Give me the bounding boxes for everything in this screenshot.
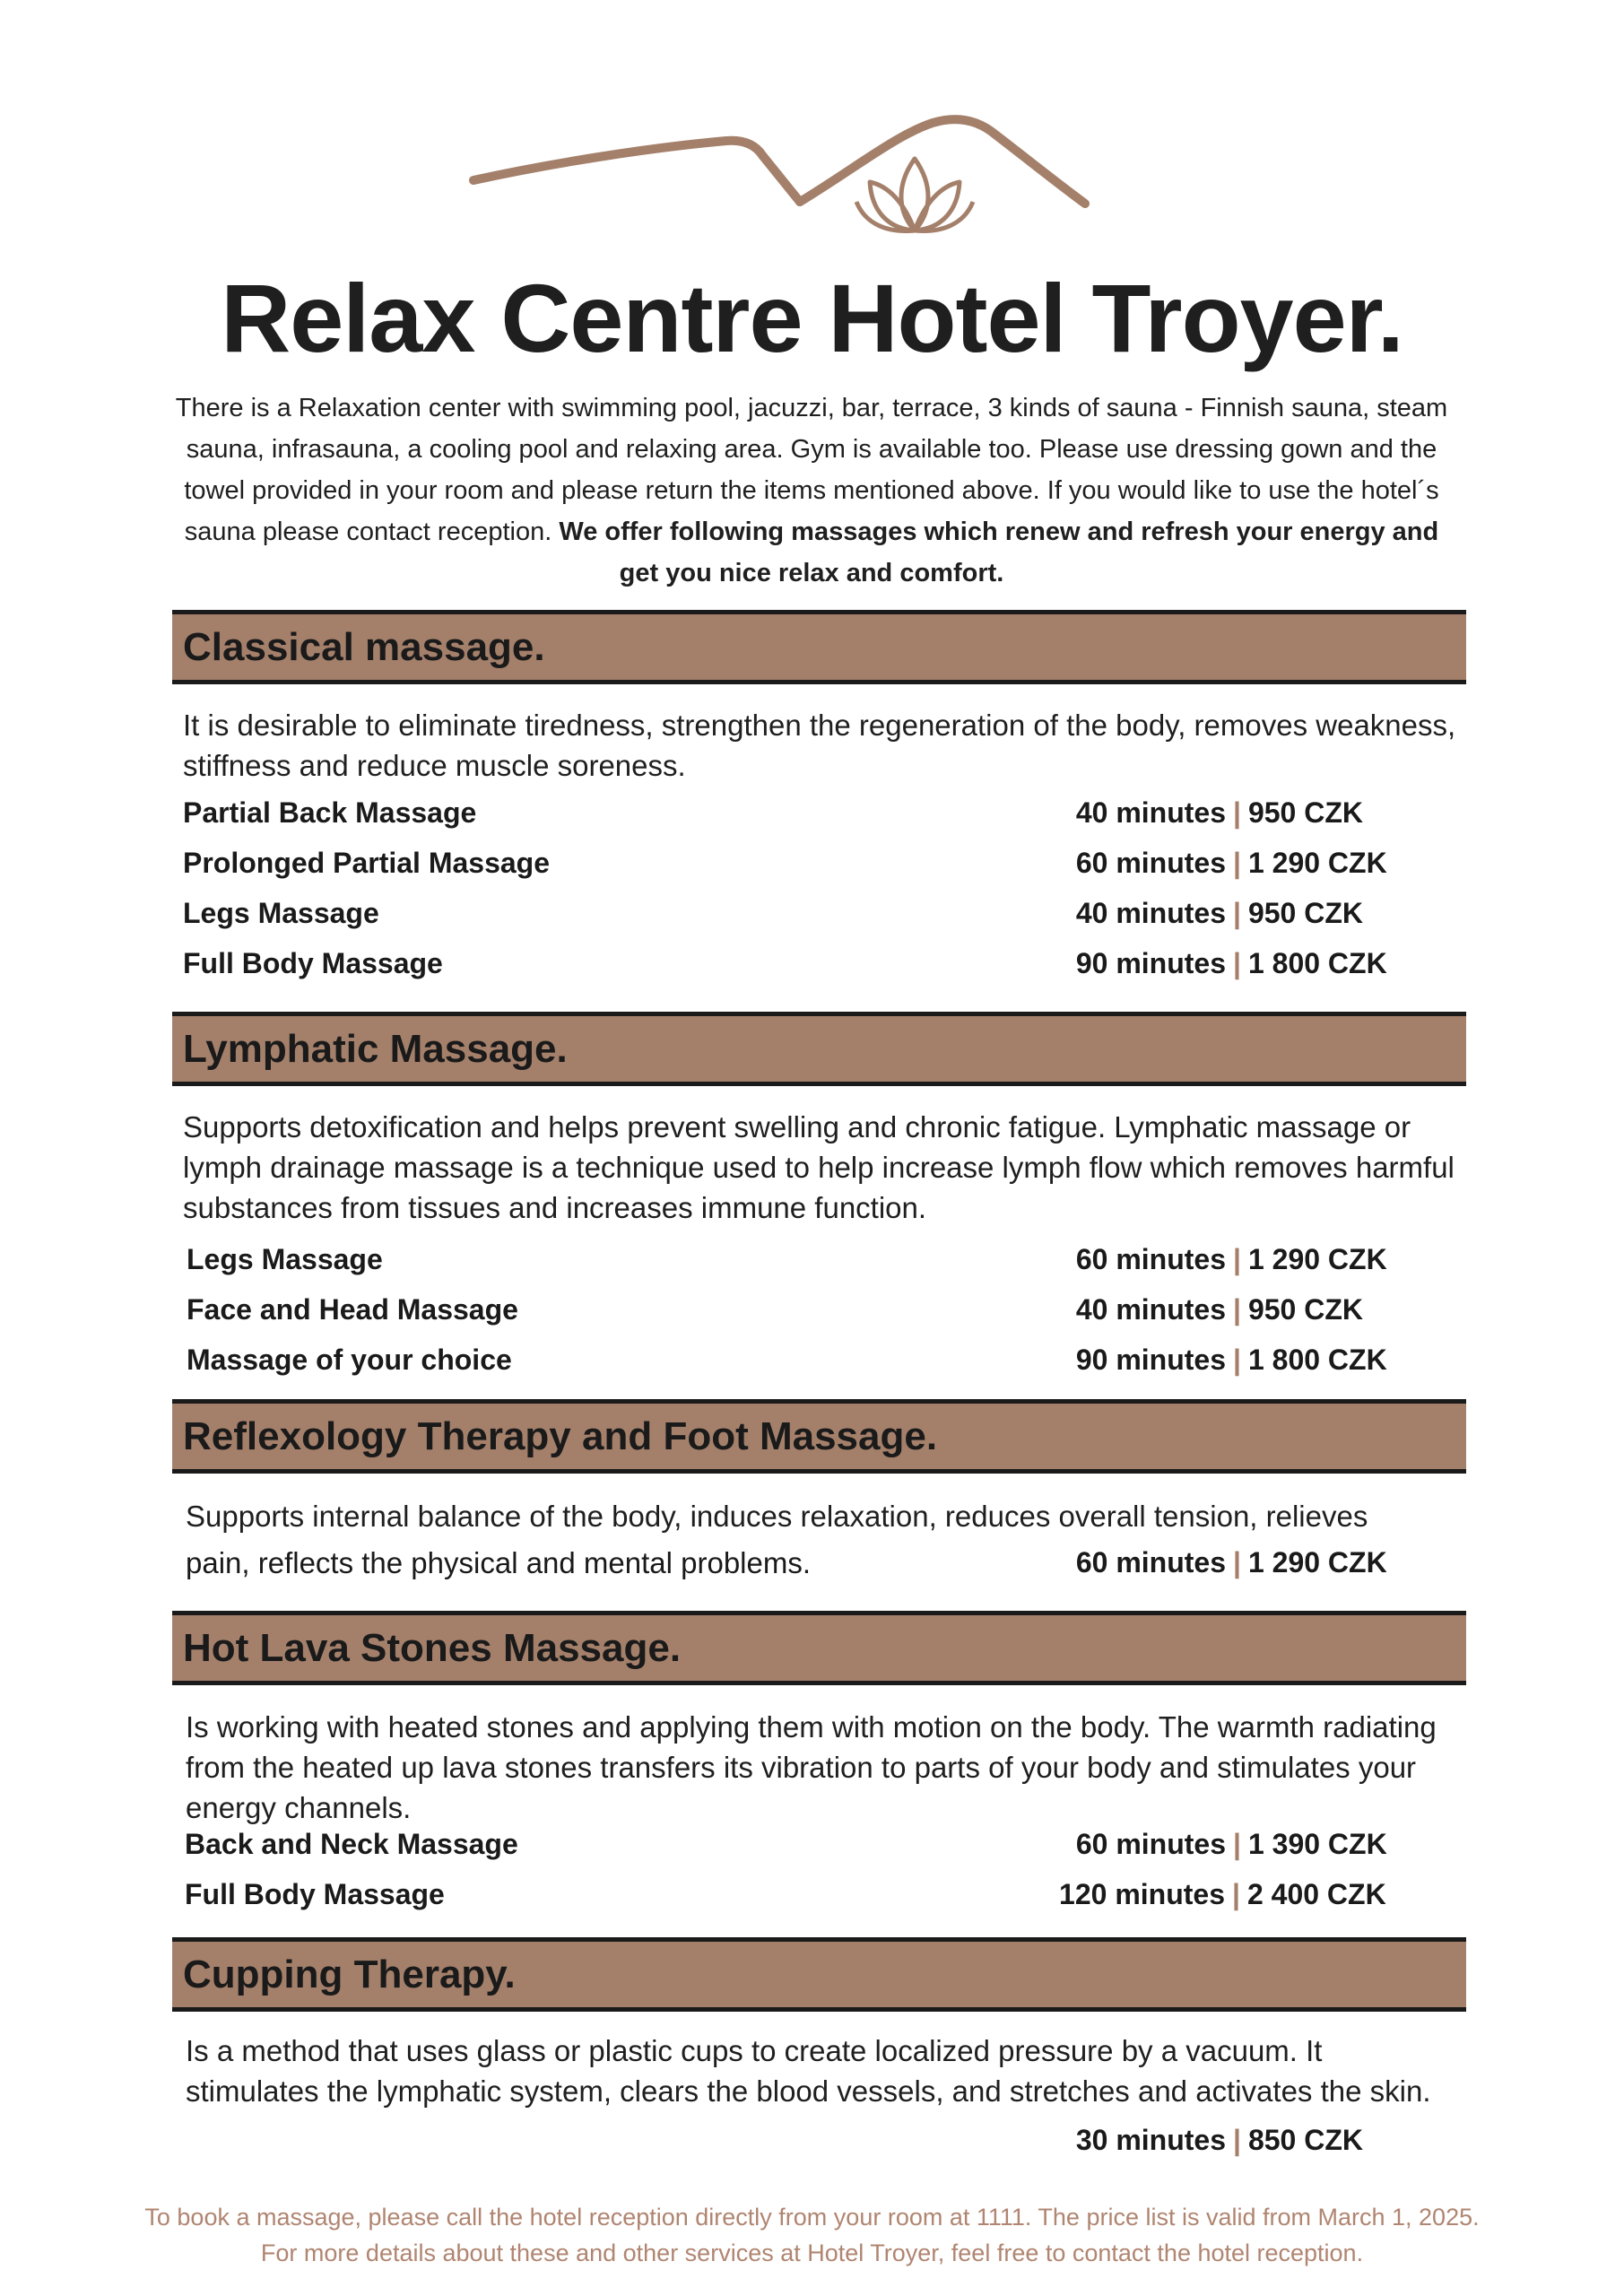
separator: | <box>1233 1828 1241 1860</box>
item-duration: 120 minutes <box>1059 1878 1225 1910</box>
section-description: Is a method that uses glass or plastic cups to create localized pressure by a vacuum. It stimulates the lymphatic system, clears the blood vessels, and stretches and activates the skin. <box>186 2034 1431 2108</box>
item-duration: 40 minutes <box>1075 796 1226 829</box>
intro-bold-text: We offer following massages which renew and refresh your energy and get you nice relax and comfort. <box>559 517 1439 587</box>
separator: | <box>1233 897 1241 929</box>
item-name: Massage of your choice <box>187 1344 512 1376</box>
price-row <box>183 847 1456 891</box>
section-description-line: pain, reflects the physical and mental problems. <box>186 1546 812 1579</box>
separator: | <box>1233 2124 1241 2156</box>
price-row <box>183 947 1456 992</box>
item-name: Partial Back Massage <box>183 796 477 829</box>
section-description: Is working with heated stones and applying them with motion on the body. The warmth radiating from the heated up lava stones transfers its vibration to parts of your body and stimulates your energy channels. <box>186 1710 1437 1824</box>
section-title: Cupping Therapy. <box>183 1952 516 1996</box>
separator: | <box>1233 1546 1241 1578</box>
item-name: Face and Head Massage <box>187 1293 518 1326</box>
lotus-mountain-logo-icon <box>466 85 1094 247</box>
separator: | <box>1233 1293 1241 1326</box>
price-row <box>183 897 1456 942</box>
separator: | <box>1232 1878 1240 1910</box>
item-name: Legs Massage <box>183 897 379 929</box>
item-price: 850 CZK <box>1247 2124 1363 2156</box>
section-header-classical <box>172 610 1466 684</box>
item-duration: 60 minutes <box>1075 847 1226 879</box>
item-price: 950 CZK <box>1247 1293 1363 1326</box>
section-header-lymphatic <box>172 1012 1466 1086</box>
price-row <box>183 796 1456 841</box>
section-title: Classical massage. <box>183 625 545 669</box>
separator: | <box>1233 1243 1241 1275</box>
section-header-cupping <box>172 1937 1466 2012</box>
section-description: Supports internal balance of the body, induces relaxation, reduces overall tension, relieves <box>186 1500 1368 1533</box>
item-duration: 60 minutes <box>1075 1243 1226 1275</box>
item-name: Legs Massage <box>187 1243 383 1275</box>
price-row <box>185 1878 1458 1923</box>
price-row <box>183 1344 1456 1388</box>
price-row <box>185 2124 1458 2169</box>
section-description: Supports detoxification and helps prevent swelling and chronic fatigue. Lymphatic massage or lymph drainage massage is a technique used to help increase lymph flow which removes harmful substances from tissues and increases immune function. <box>183 1110 1455 1224</box>
page-title: Relax Centre Hotel Troyer. <box>221 264 1403 372</box>
item-duration: 30 minutes <box>1075 2124 1226 2156</box>
intro-paragraph <box>175 387 1448 594</box>
item-price: 1 290 CZK <box>1247 1243 1387 1275</box>
price-row <box>185 1828 1458 1873</box>
item-name: Back and Neck Massage <box>185 1828 518 1860</box>
item-price: 1 290 CZK <box>1247 847 1387 879</box>
item-price: 1 390 CZK <box>1247 1828 1387 1860</box>
item-duration: 40 minutes <box>1075 897 1226 929</box>
item-duration: 60 minutes <box>1075 1828 1226 1860</box>
footer-line-1: To book a massage, please call the hotel reception directly from your room at 1111. The price list is valid from March 1, 2025. <box>144 2204 1480 2231</box>
item-name: Prolonged Partial Massage <box>183 847 551 879</box>
intro-text: There is a Relaxation center with swimming pool, jacuzzi, bar, terrace, 3 kinds of sauna - Finnish sauna, steam sauna, infrasauna, a cooling pool and relaxing area. Gym is available too. Please use dressing gown and the towel provided in your room and please return the items mentioned above. If you would like to use the hotel´s sauna please contact reception. <box>175 394 1448 546</box>
separator: | <box>1233 847 1241 879</box>
section-title: Reflexology Therapy and Foot Massage. <box>183 1414 938 1458</box>
item-price: 1 800 CZK <box>1247 1344 1387 1376</box>
price-row <box>183 1243 1456 1288</box>
separator: | <box>1233 1344 1241 1376</box>
section-title: Lymphatic Massage. <box>183 1027 568 1071</box>
item-price: 1 290 CZK <box>1247 1546 1387 1578</box>
section-header-hot-lava-stones <box>172 1611 1466 1685</box>
separator: | <box>1233 947 1241 979</box>
section-description: It is desirable to eliminate tiredness, strengthen the regeneration of the body, removes weakness, stiffness and reduce muscle soreness. <box>183 709 1456 782</box>
item-duration: 90 minutes <box>1075 1344 1226 1376</box>
footer-note <box>0 2199 1624 2271</box>
item-duration: 90 minutes <box>1075 947 1226 979</box>
item-duration: 40 minutes <box>1075 1293 1226 1326</box>
price-row <box>183 1293 1456 1338</box>
separator: | <box>1233 796 1241 829</box>
price-row <box>186 1546 1459 1591</box>
item-duration: 60 minutes <box>1075 1546 1226 1578</box>
item-price: 2 400 CZK <box>1246 1878 1386 1910</box>
item-name: Full Body Massage <box>185 1878 445 1910</box>
item-price: 950 CZK <box>1247 796 1363 829</box>
section-header-reflexology <box>172 1399 1466 1474</box>
footer-line-2: For more details about these and other services at Hotel Troyer, feel free to contact the hotel reception. <box>260 2239 1364 2266</box>
item-price: 1 800 CZK <box>1247 947 1387 979</box>
section-title: Hot Lava Stones Massage. <box>183 1626 682 1670</box>
item-price: 950 CZK <box>1247 897 1363 929</box>
item-name: Full Body Massage <box>183 947 443 979</box>
